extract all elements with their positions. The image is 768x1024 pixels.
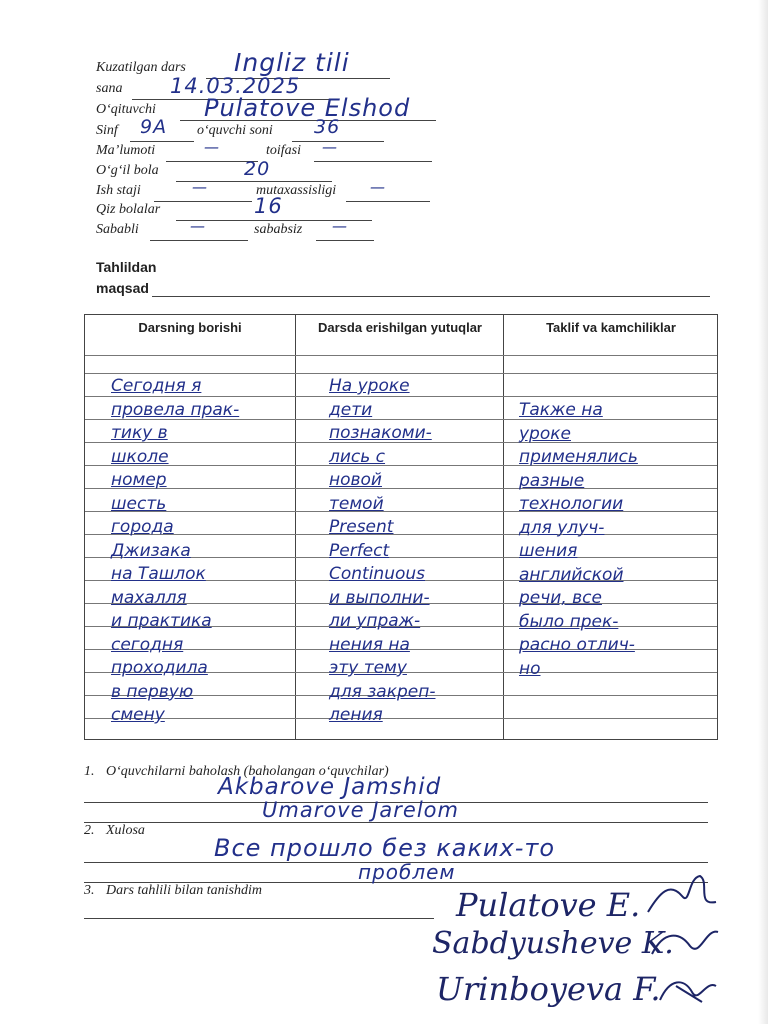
handwritten-line: расно отлич- <box>519 635 635 655</box>
handwritten-line: тику в <box>111 423 168 443</box>
specialty-value: — <box>370 178 386 196</box>
achievements-text <box>329 375 435 728</box>
date-label: sana <box>96 81 123 96</box>
girls-label: Qiz bolalar <box>96 202 161 217</box>
observed-lesson-label: Kuzatilgan dars <box>96 60 186 75</box>
excused-line <box>150 240 248 241</box>
handwritten-line: шесть <box>111 493 167 514</box>
handwritten-line: для закреп- <box>329 681 436 702</box>
excused-value: — <box>190 217 206 235</box>
education-value: — <box>204 138 220 156</box>
handwritten-line: сегодня <box>111 634 184 655</box>
table-rule <box>85 355 717 356</box>
boys-label: O‘g‘il bola <box>96 163 159 178</box>
unexcused-label: sababsiz <box>254 222 303 237</box>
class-line <box>130 141 194 142</box>
handwritten-line: на Ташлок <box>111 564 206 584</box>
handwritten-line: ления <box>329 705 383 725</box>
suggestions-text <box>519 399 638 681</box>
student-count-label: o‘quvchi soni <box>197 123 273 138</box>
item1-line-2 <box>84 822 708 823</box>
item2-number: 2. <box>84 823 95 838</box>
table-divider-2 <box>503 315 504 739</box>
education-label: Ma’lumoti <box>96 143 156 158</box>
work-experience-line <box>154 201 252 202</box>
column-header-lesson-progress: Darsning borishi <box>138 320 242 335</box>
specialty-line <box>346 201 430 202</box>
column-header-achievements: Darsda erishilgan yutuqlar <box>318 320 482 335</box>
handwritten-line: Также на <box>519 400 603 420</box>
handwritten-line: Continuous <box>329 564 426 584</box>
handwritten-line: провела прак- <box>111 399 240 420</box>
item2-label: Xulosa <box>106 823 145 838</box>
handwritten-line: проходила <box>111 658 208 678</box>
student-count-line <box>292 141 384 142</box>
purpose-label-line2: maqsad <box>96 280 149 296</box>
handwritten-line: дети <box>329 399 373 420</box>
item1-label: O‘quvchilarni baholash (baholangan o‘quvchilar) <box>106 764 389 779</box>
handwritten-line: школе <box>111 446 169 467</box>
signature-name-2: Sabdyusheve K. <box>432 926 674 961</box>
class-label: Sinf <box>96 123 118 138</box>
item1-number: 1. <box>84 764 95 779</box>
handwritten-line: в первую <box>111 681 194 702</box>
class-value: 9A <box>140 116 168 138</box>
category-line <box>314 161 432 162</box>
handwritten-line: нения на <box>329 634 410 655</box>
handwritten-line: английской <box>519 564 624 585</box>
item1-student-2: Umarove Jarelom <box>262 798 459 822</box>
handwritten-line: разные <box>519 470 585 491</box>
handwritten-line: Present <box>329 517 394 537</box>
handwritten-line: познакоми- <box>329 423 432 443</box>
excused-label: Sababli <box>96 222 139 237</box>
handwritten-line: новой <box>329 470 382 490</box>
handwritten-line: уроке <box>519 423 571 444</box>
handwritten-line: применялись <box>519 447 638 467</box>
purpose-line <box>152 296 710 297</box>
item3-line <box>84 918 434 919</box>
handwritten-line: Perfect <box>329 540 390 561</box>
handwritten-line: и выполни- <box>329 587 430 608</box>
specialty-label: mutaxassisligi <box>256 183 337 198</box>
table-divider-1 <box>295 315 296 739</box>
girls-value: 16 <box>254 194 283 218</box>
conclusion-line-2: проблем <box>358 860 456 884</box>
work-experience-value: — <box>192 178 208 196</box>
work-experience-label: Ish staji <box>96 183 141 198</box>
unexcused-line <box>316 240 374 241</box>
handwritten-line: лись с <box>329 446 386 467</box>
teacher-label: O‘qituvchi <box>96 102 156 117</box>
item1-student-1: Akbarove Jamshid <box>218 774 442 800</box>
handwritten-line: махалля <box>111 587 187 608</box>
column-header-suggestions: Taklif va kamchiliklar <box>546 320 676 335</box>
handwritten-line: технологии <box>519 494 624 514</box>
table-rule <box>85 373 717 374</box>
signature-name-3: Urinboyeva F. <box>436 970 661 1008</box>
signature-name-1: Pulatove E. <box>456 886 641 924</box>
page-edge-shadow <box>758 0 768 1024</box>
handwritten-line: шения <box>519 541 578 561</box>
analysis-table <box>84 314 718 740</box>
item3-label: Dars tahlili bilan tanishdim <box>106 883 262 898</box>
handwritten-line: Джизака <box>111 540 191 561</box>
item3-number: 3. <box>84 883 95 898</box>
handwritten-line: смену <box>111 705 165 725</box>
conclusion-line-1: Все прошло без каких-то <box>214 834 556 862</box>
handwritten-line: речи, все <box>519 588 602 608</box>
lesson-progress-text <box>111 375 239 728</box>
category-value: — <box>322 138 338 156</box>
teacher-value: Pulatove Elshod <box>204 94 411 122</box>
observed-lesson-value: Ingliz tili <box>234 48 350 77</box>
handwritten-line: темой <box>329 493 384 514</box>
student-count-value: 36 <box>314 116 341 138</box>
handwritten-line: и практика <box>111 611 212 631</box>
date-value: 14.03.2025 <box>170 74 301 98</box>
handwritten-line: города <box>111 517 174 537</box>
purpose-label-line1: Tahlildan <box>96 259 157 275</box>
handwritten-line: эту тему <box>329 658 407 678</box>
handwritten-line: На уроке <box>329 376 410 396</box>
unexcused-value: — <box>332 217 348 235</box>
category-label: toifasi <box>266 143 302 158</box>
handwritten-line: номер <box>111 470 167 490</box>
handwritten-line: но <box>519 658 541 679</box>
boys-value: 20 <box>244 158 271 180</box>
signature-marks <box>640 872 722 1022</box>
handwritten-line: ли упраж- <box>329 611 421 631</box>
handwritten-line: Сегодня я <box>111 376 202 396</box>
handwritten-line: для улуч- <box>519 517 605 538</box>
handwritten-line: было прек- <box>519 611 619 632</box>
